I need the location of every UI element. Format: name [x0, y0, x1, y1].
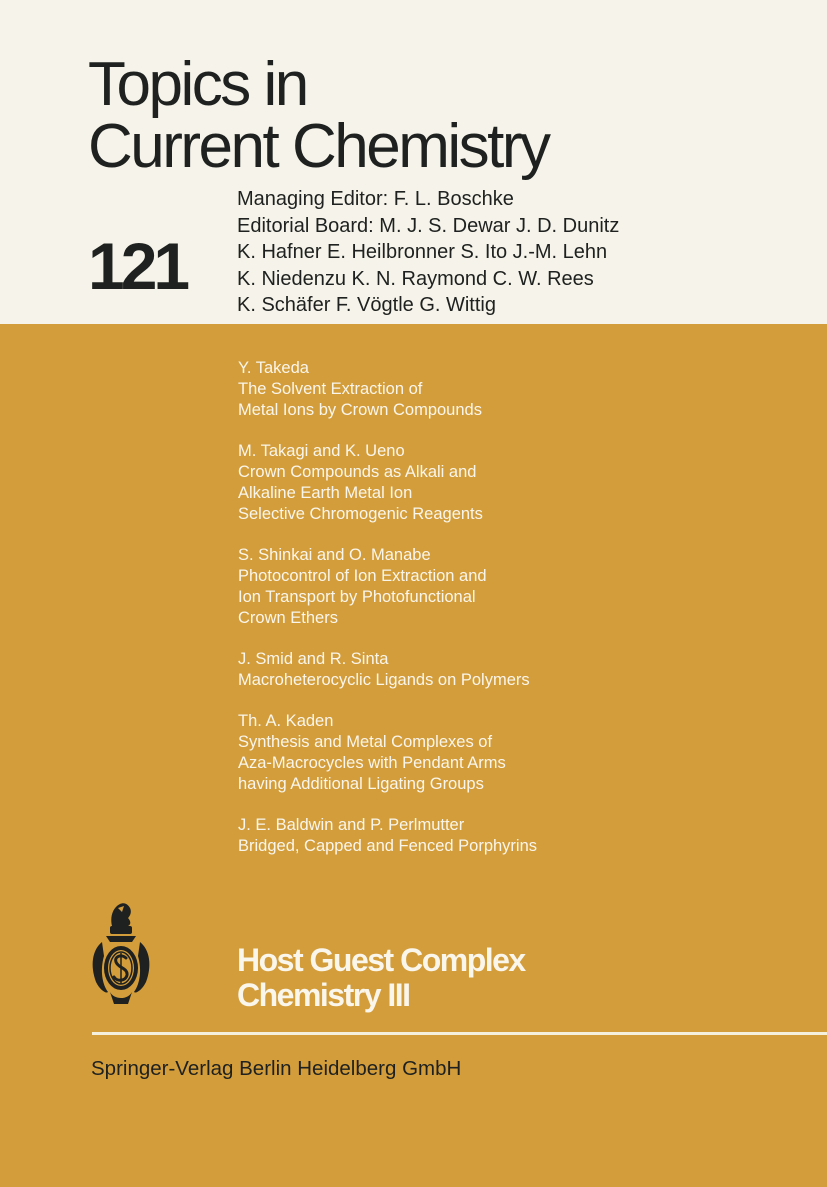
table-of-contents: [238, 358, 537, 877]
entry-authors: Y. Takeda: [238, 359, 309, 377]
contents-entry: [238, 815, 537, 857]
springer-knight-logo-icon: [88, 896, 154, 1014]
entry-title-line: Synthesis and Metal Complexes of: [238, 733, 493, 751]
entry-title-line: Crown Ethers: [238, 609, 338, 627]
series-title-line1: Topics in: [88, 50, 307, 119]
volume-title-line1: Host Guest Complex: [237, 942, 525, 978]
entry-authors: S. Shinkai and O. Manabe: [238, 546, 431, 564]
contents-entry: [238, 441, 537, 525]
entry-title-line: Metal Ions by Crown Compounds: [238, 401, 482, 419]
editor-line: K. Hafner E. Heilbronner S. Ito J.-M. Lehn: [237, 241, 608, 263]
editorial-board: [237, 186, 619, 319]
entry-title-line: having Additional Ligating Groups: [238, 775, 484, 793]
contents-entry: [238, 545, 537, 629]
entry-title-line: Selective Chromogenic Reagents: [238, 505, 483, 523]
publisher-name: Springer-Verlag Berlin Heidelberg GmbH: [91, 1057, 462, 1080]
entry-title-line: Aza-Macrocycles with Pendant Arms: [238, 754, 506, 772]
entry-authors: Th. A. Kaden: [238, 712, 334, 730]
entry-authors: M. Takagi and K. Ueno: [238, 442, 405, 460]
entry-authors: J. Smid and R. Sinta: [238, 650, 389, 668]
editor-line: Managing Editor: F. L. Boschke: [237, 188, 514, 210]
entry-title-line: Alkaline Earth Metal Ion: [238, 484, 413, 502]
horizontal-divider: [92, 1032, 827, 1035]
entry-title-line: Macroheterocyclic Ligands on Polymers: [238, 671, 530, 689]
editor-line: K. Schäfer F. Vögtle G. Wittig: [237, 294, 496, 316]
contents-entry: [238, 358, 537, 421]
volume-title: [237, 943, 525, 1013]
entry-title-line: Crown Compounds as Alkali and: [238, 463, 477, 481]
entry-authors: J. E. Baldwin and P. Perlmutter: [238, 816, 465, 834]
volume-title-line2: Chemistry III: [237, 977, 410, 1013]
volume-number: 121: [88, 229, 187, 303]
contents-entry: [238, 711, 537, 795]
series-title-line2: Current Chemistry: [88, 112, 549, 181]
entry-title-line: The Solvent Extraction of: [238, 380, 423, 398]
entry-title-line: Ion Transport by Photofunctional: [238, 588, 476, 606]
series-title: [88, 50, 549, 181]
contents-entry: [238, 649, 537, 691]
entry-title-line: Photocontrol of Ion Extraction and: [238, 567, 487, 585]
editor-line: K. Niedenzu K. N. Raymond C. W. Rees: [237, 267, 594, 290]
editor-line: Editorial Board: M. J. S. Dewar J. D. Dunitz: [237, 214, 620, 237]
entry-title-line: Bridged, Capped and Fenced Porphyrins: [238, 837, 538, 855]
